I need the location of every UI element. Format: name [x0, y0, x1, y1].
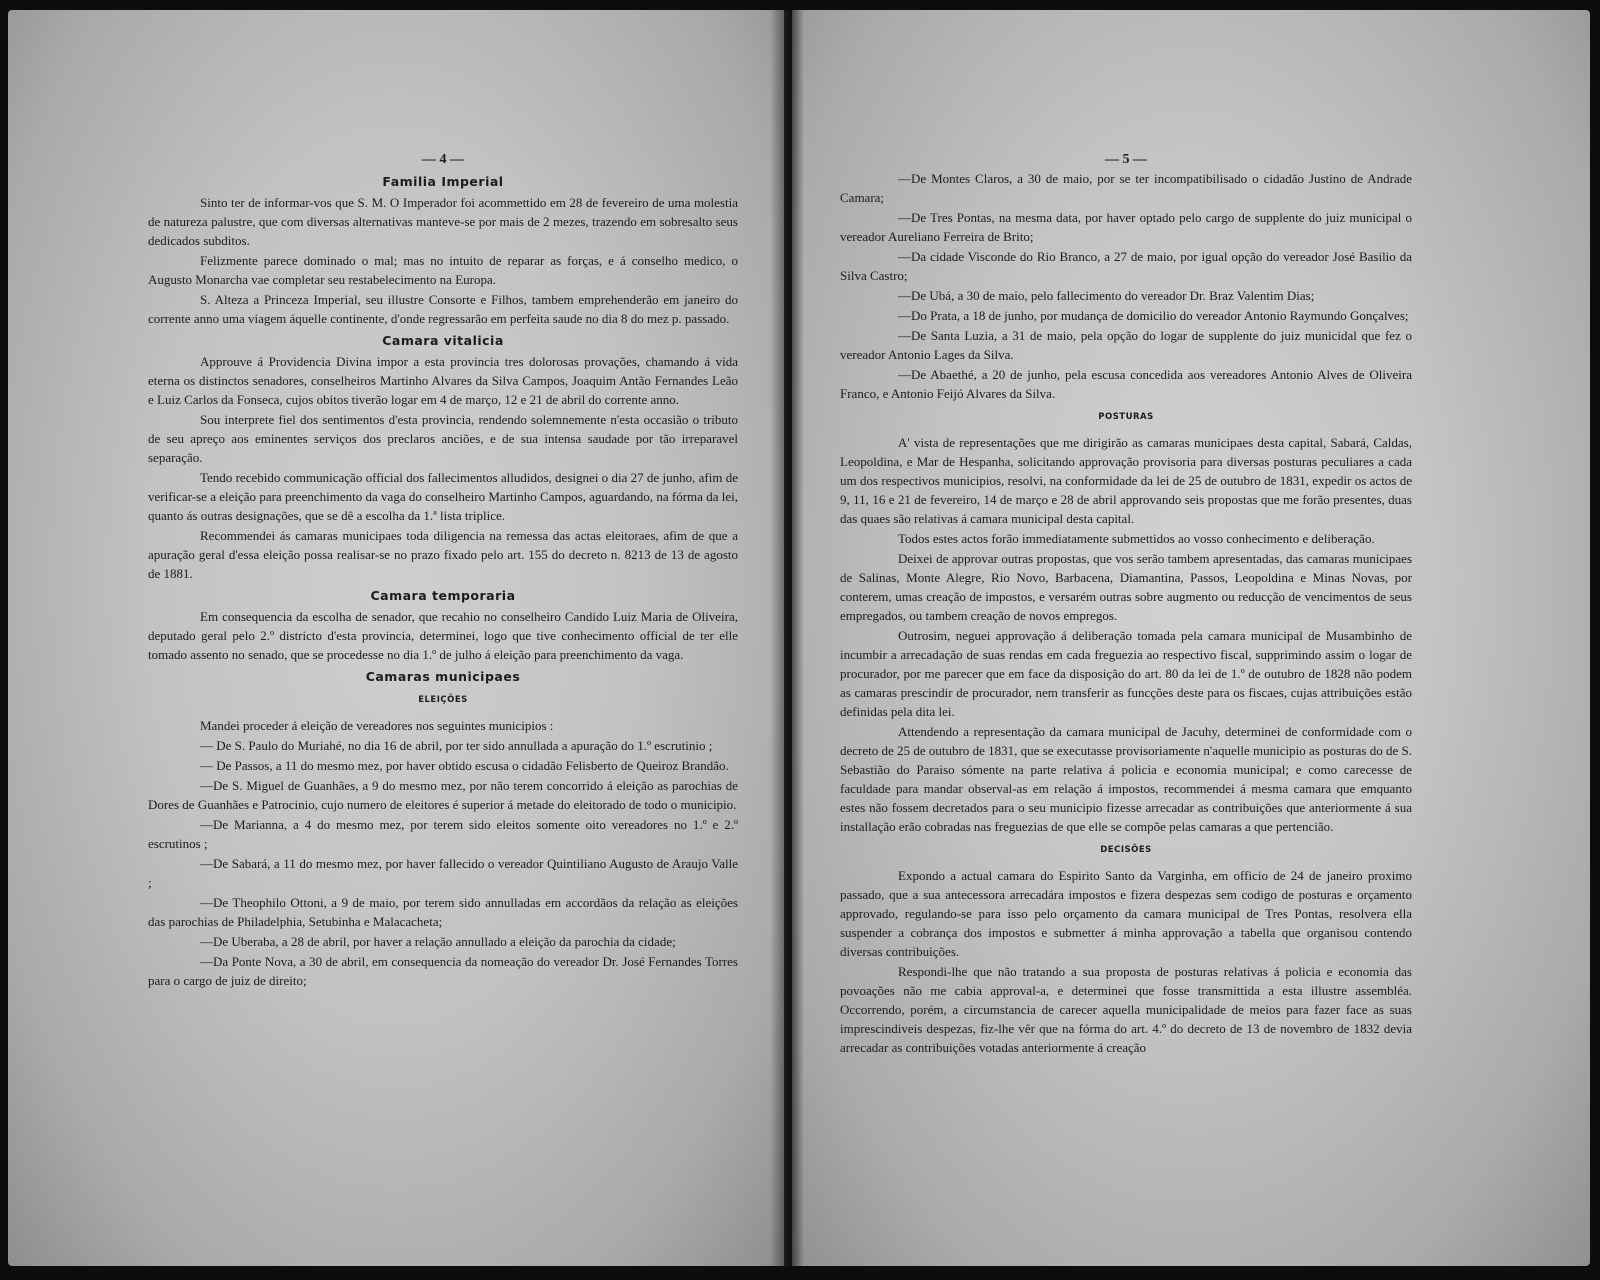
paragraph: Outrosim, neguei approvação á deliberação tomada pela camara municipal de Musambinho de incumbir a arrecadação de suas rendas em cada freguezia ao respectivo fiscal, supprimindo assim o logar de procurador, por me parecer que em face da disposição do art. 80 da lei de 1.º de outubro de 1828 não podem as camaras prescindir de procurador, nem transferir as funcções deste para os fiscaes, cujas attribuições estão definidas pela dita lei.	[840, 628, 1412, 719]
list-item: —De S. Miguel de Guanhães, a 9 do mesmo mez, por não terem concorrido á eleição as parochias de Dores de Guanhães e Patrocinio, cujo numero de eleitores é superior á metade do eleitorado de todo o municipio.	[148, 778, 738, 812]
list-item: —De Uberaba, a 28 de abril, por haver a relação annullado a eleição da parochia da cidade;	[200, 934, 676, 949]
list-item: —De Tres Pontas, na mesma data, por haver optado pelo cargo de supplente do juiz municipal o vereador Aureliano Ferreira de Brito;	[840, 210, 1412, 244]
section-heading: Familia Imperial	[382, 174, 504, 189]
subsection-heading: DECISÕES	[1100, 845, 1152, 855]
paragraph: Mandei proceder á eleição de vereadores nos seguintes municipios :	[200, 718, 554, 733]
list-item: —De Montes Claros, a 30 de maio, por se ter incompatibilisado o cidadão Justino de Andrade Camara;	[840, 171, 1412, 205]
subsection-heading: ELEIÇÕES	[418, 695, 468, 705]
page-number: — 4 —	[422, 152, 464, 167]
list-item: —De Theophilo Ottoni, a 9 de maio, por terem sido annulladas em accordãos da relação as eleições das parochias de Philadelphia, Setubinha e Malacacheta;	[148, 895, 738, 929]
paragraph: Sinto ter de informar-vos que S. M. O Imperador foi acommettido em 28 de fevereiro de uma molestia de natureza palustre, que com diversas alternativas manteve-se por mais de 2 mezes, trazendo em sobresalto seus dedicados subditos.	[148, 195, 738, 248]
list-item: —De Santa Luzia, a 31 de maio, pela opção do logar de supplente do juiz municidal que fez o vereador Antonio Lages da Silva.	[840, 328, 1412, 362]
section-heading: Camaras municipaes	[365, 669, 521, 684]
list-item: —Da cidade Visconde do Rio Branco, a 27 de maio, por igual opção do vereador José Basilio da Silva Castro;	[840, 249, 1412, 283]
paragraph: Attendendo a representação da camara municipal de Jacuhy, determinei de conformidade com o decreto de 25 de outubro de 1831, que se executasse provisoriamente n'aquelle municipio as posturas do de S. Sebastião do Paraiso sómente na parte relativa á policia e economia municipal; e como carecesse de faculdade para mandar observal-as em relação á impostos, recommendei á mesma camara que emquanto estes não fossem decretados para o seu municipio fizesse arrecadar as contribuições que anteriormente á sua installação erão cobradas nas freguezias de que elle se compõe pelas camaras a que pertencião.	[840, 724, 1412, 834]
list-item: —De Marianna, a 4 do mesmo mez, por terem sido eleitos somente oito vereadores no 1.º e 2.º escrutinos ;	[148, 817, 738, 851]
left-page-text	[148, 150, 738, 991]
paragraph: Sou interprete fiel dos sentimentos d'esta provincia, rendendo solemnemente n'esta occasião o tributo de seu apreço aos eminentes serviços dos preclaros anciões, e de sua intensa saudade por tão irreparavel separação.	[148, 412, 738, 465]
paragraph: Deixei de approvar outras propostas, que vos serão tambem apresentadas, das camaras municipaes de Salinas, Monte Alegre, Rio Novo, Barbacena, Diamantina, Passos, Leopoldina e Minas Novas, por conterem, umas creação de impostos, e versarém outras sobre augmento ou reducção de vencimentos de seus empregados, ou tambem creação de novos empregos.	[840, 551, 1412, 623]
list-item: — De S. Paulo do Muriahé, no dia 16 de abril, por ter sido annullada a apuração do 1.º escrutinio ;	[200, 738, 713, 753]
section-heading: Camara vitalicia	[382, 333, 504, 348]
list-item: —De Abaethé, a 20 de junho, pela escusa concedida aos vereadores Antonio Alves de Oliveira Franco, e Antonio Feijó Alvares da Silva.	[840, 367, 1412, 401]
paragraph: Tendo recebido communicação official dos fallecimentos alludidos, designei o dia 27 de junho, afim de verificar-se a eleição para preenchimento da vaga do conselheiro Martinho Campos, aguardando, na fórma da lei, quanto ás outras designações, que se dê a escolha da 1.ª lista triplice.	[148, 470, 738, 523]
subsection-heading: POSTURAS	[1098, 412, 1154, 422]
list-item: —De Sabará, a 11 do mesmo mez, por haver fallecido o vereador Quintiliano Augusto de Araujo Valle ;	[148, 856, 738, 890]
paragraph: Recommendei ás camaras municipaes toda diligencia na remessa das actas eleitoraes, afim de que a apuração geral d'essa eleição possa realisar-se no prazo fixado pelo art. 155 do decreto n. 8213 de 13 de agosto de 1881.	[148, 528, 738, 581]
paragraph: Todos estes actos forão immediatamente submettidos ao vosso conhecimento e deliberação.	[898, 531, 1375, 546]
list-item: — De Passos, a 11 do mesmo mez, por haver obtido escusa o cidadão Felisberto de Queiroz Brandão.	[200, 758, 729, 773]
list-item: —Da Ponte Nova, a 30 de abril, em consequencia da nomeação do vereador Dr. José Fernandes Torres para o cargo de juiz de direito;	[148, 954, 738, 988]
list-item: —Do Prata, a 18 de junho, por mudança de domicilio do vereador Antonio Raymundo Gonçalves;	[898, 308, 1409, 323]
paragraph: Felizmente parece dominado o mal; mas no intuito de reparar as forças, e á conselho medico, o Augusto Monarcha vae completar seu restabelecimento na Europa.	[148, 253, 738, 287]
right-page-text	[840, 150, 1412, 1058]
paragraph: S. Alteza a Princeza Imperial, seu illustre Consorte e Filhos, tambem emprehenderão em janeiro do corrente anno uma viagem áquelle continente, d'onde regressarão em perfeita saude no dia 8 do mez p. passado.	[148, 292, 738, 326]
right-page	[792, 10, 1590, 1266]
section-heading: Camara temporaria	[370, 588, 516, 603]
page-number: — 5 —	[1105, 152, 1147, 167]
left-page	[8, 10, 784, 1266]
paragraph: Em consequencia da escolha de senador, que recahio no conselheiro Candido Luiz Maria de Oliveira, deputado geral pelo 2.º districto d'esta provincia, determinei, logo que tive conhecimento official de ter elle tomado assento no senado, que se procedesse no dia 1.º de julho á eleição para preenchimento da vaga.	[148, 609, 738, 662]
paragraph: Respondi-lhe que não tratando a sua proposta de posturas relativas á policia e economia das povoações não me cabia approval-a, e determinei que fosse transmittida a esta illustre assembléa. Occorrendo, porém, a circumstancia de carecer aquella municipalidade de meios para fazer face as suas imprescindiveis despezas, fiz-lhe vêr que na fórma do art. 4.º do decreto de 13 de novembro de 1832 devia arrecadar as contribuições votadas anteriormente á creação	[840, 964, 1412, 1055]
list-item: —De Ubá, a 30 de maio, pelo fallecimento do vereador Dr. Braz Valentim Dias;	[898, 288, 1315, 303]
paragraph: Approuve á Providencia Divina impor a esta provincia tres dolorosas provações, chamando á vida eterna os distinctos senadores, conselheiros Martinho Alvares da Silva Campos, Joaquim Antão Fernandes Leão e Luiz Carlos da Fonseca, cujos obitos tiverão logar em 4 de março, 12 e 21 de abril do corrente anno.	[148, 354, 738, 407]
paragraph: A' vista de representações que me dirigirão as camaras municipaes desta capital, Sabará, Caldas, Leopoldina, e Mar de Hespanha, solicitando approvação provisoria para diversas posturas peculiares a cada um dos respectivos municipios, resolvi, na conformidade da lei de 25 de outubro de 1831, expedir os actos de 9, 11, 16 e 21 de fevereiro, 14 de março e 28 de abril approvando seis propostas que me forão presentes, duas das quaes são relativas á camara municipal desta capital.	[840, 435, 1412, 526]
paragraph: Expondo a actual camara do Espirito Santo da Varginha, em officio de 24 de janeiro proximo passado, que a sua antecessora arrecadára impostos e fizera despezas sem codigo de posturas e orçamento approvado, regulando-se para isso pelo orçamento da camara municipal de Tres Pontas, resolvera ella suspender a cobrança dos impostos e submetter á minha approvação a tabella que organisou contendo diversas contribuições.	[840, 868, 1412, 959]
